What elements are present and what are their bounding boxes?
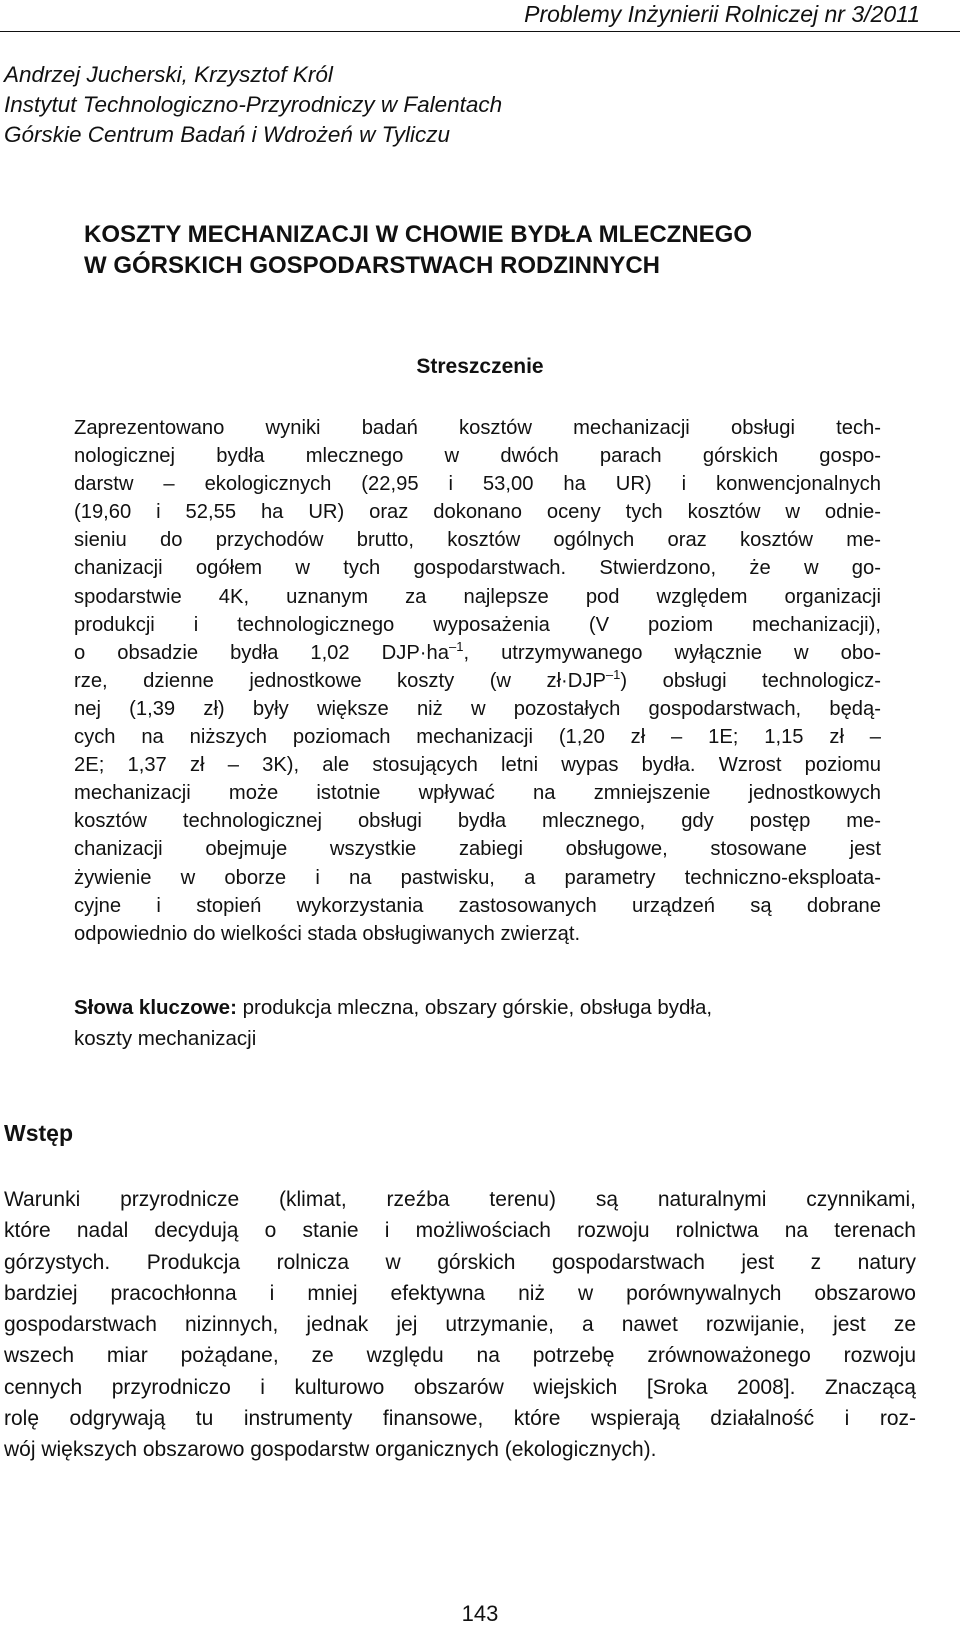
intro-line: górzystych. Produkcja rolnicza w górskich gospodarstwach jest z natury (4, 1250, 916, 1274)
keywords-block (74, 992, 881, 1054)
abstract-text: rze, dzienne jednostkowe koszty (w zł·DJP (74, 669, 606, 692)
intro-line: wszech miar pożądane, ze względu na potrzebę zrównoważonego rozwoju (4, 1344, 916, 1368)
abstract-line: 2E; 1,37 zł – 3K), ale stosujących letni wypas bydła. Wzrost poziomu (74, 754, 881, 777)
abstract-line (74, 639, 881, 667)
intro-line: cennych przyrodniczo i kulturowo obszarów wiejskich [Sroka 2008]. Znaczącą (4, 1375, 916, 1399)
abstract-line: Zaprezentowano wyniki badań kosztów mechanizacji obsługi tech- (74, 417, 881, 439)
keywords-label: Słowa kluczowe: (74, 996, 237, 1019)
abstract-line: chanizacji ogółem w tych gospodarstwach. Stwierdzono, że w go- (74, 557, 881, 580)
journal-title: Problemy Inżynierii Rolniczej nr 3/2011 (524, 1, 920, 27)
abstract-line: nologicznej bydła mlecznego w dwóch parach górskich gospo- (74, 445, 881, 468)
abstract-line: chanizacji obejmuje wszystkie zabiegi obsługowe, stosowane jest (74, 838, 881, 861)
abstract-text: , utrzymywanego wyłącznie w obo- (463, 641, 881, 664)
title-line-1: KOSZTY MECHANIZACJI W CHOWIE BYDŁA MLECZNEGO (84, 221, 752, 248)
affiliation-2: Górskie Centrum Badań i Wdrożeń w Tyliczu (4, 122, 450, 147)
abstract-line: mechanizacji może istotnie wpływać na zmniejszenie jednostkowych (74, 782, 881, 805)
intro-line: rolę odgrywają tu instrumenty finansowe, które wspierają działalność i roz- (4, 1407, 916, 1431)
affiliation-1: Instytut Technologiczno-Przyrodniczy w Falentach (4, 92, 503, 117)
title-line-2: W GÓRSKICH GOSPODARSTWACH RODZINNYCH (84, 252, 660, 279)
abstract-heading: Streszczenie (416, 355, 544, 378)
author-names: Andrzej Jucherski, Krzysztof Król (4, 62, 333, 87)
abstract-line: odpowiednio do wielkości stada obsługiwanych zwierząt. (74, 922, 581, 945)
header-rule (0, 31, 960, 32)
paper-title (84, 219, 752, 281)
superscript: –1 (605, 666, 621, 682)
journal-header (0, 0, 960, 34)
intro-line: Warunki przyrodnicze (klimat, rzeźba terenu) są naturalnymi czynnikami, (4, 1188, 916, 1211)
abstract-line: spodarstwie 4K, uznanym za najlepsze pod względem organizacji (74, 585, 881, 608)
abstract-line: nej (1,39 zł) były większe niż w pozostałych gospodarstwach, będą- (74, 697, 881, 720)
abstract-line: produkcji i technologicznego wyposażenia (V poziom mechanizacji), (74, 613, 881, 636)
intro-line: bardziej pracochłonna i mniej efektywna niż w porównywalnych obszarowo (4, 1281, 916, 1305)
intro-line: wój większych obszarowo gospodarstw organicznych (ekologicznych). (4, 1438, 657, 1462)
intro-heading: Wstęp (4, 1120, 73, 1146)
abstract-line: darstw – ekologicznych (22,95 i 53,00 ha UR) i konwencjonalnych (74, 473, 881, 496)
abstract-line: kosztów technologicznej obsługi bydła mlecznego, gdy postęp me- (74, 810, 881, 833)
abstract-line: cych na niższych poziomach mechanizacji (1,20 zł – 1E; 1,15 zł – (74, 726, 881, 749)
superscript: –1 (448, 638, 464, 654)
abstract-text: o obsadzie bydła 1,02 DJP·ha (74, 641, 449, 664)
abstract-line: sieniu do przychodów brutto, kosztów ogólnych oraz kosztów me- (74, 529, 881, 552)
abstract-text: ) obsługi technologicz- (620, 669, 881, 692)
intro-line: które nadal decydują o stanie i możliwościach rozwoju rolnictwa na terenach (4, 1219, 916, 1243)
keywords-text: produkcja mleczna, obszary górskie, obsługa bydła, (236, 996, 713, 1019)
intro-body (4, 1184, 916, 1466)
abstract-line (74, 667, 881, 695)
abstract-line: cyjne i stopień wykorzystania zastosowanych urządzeń są dobrane (74, 894, 881, 917)
keywords-line (74, 992, 881, 1023)
abstract-line: żywienie w oborze i na pastwisku, a parametry techniczno-eksploata- (74, 866, 881, 889)
intro-line: gospodarstwach nizinnych, jednak jej utrzymanie, a nawet rozwijanie, jest ze (4, 1313, 916, 1337)
abstract-line: (19,60 i 52,55 ha UR) oraz dokonano oceny tych kosztów w odnie- (74, 501, 881, 524)
abstract-body (74, 414, 881, 948)
keywords-line: koszty mechanizacji (74, 1027, 257, 1050)
author-block (4, 60, 502, 150)
page-number: 143 (461, 1601, 499, 1626)
